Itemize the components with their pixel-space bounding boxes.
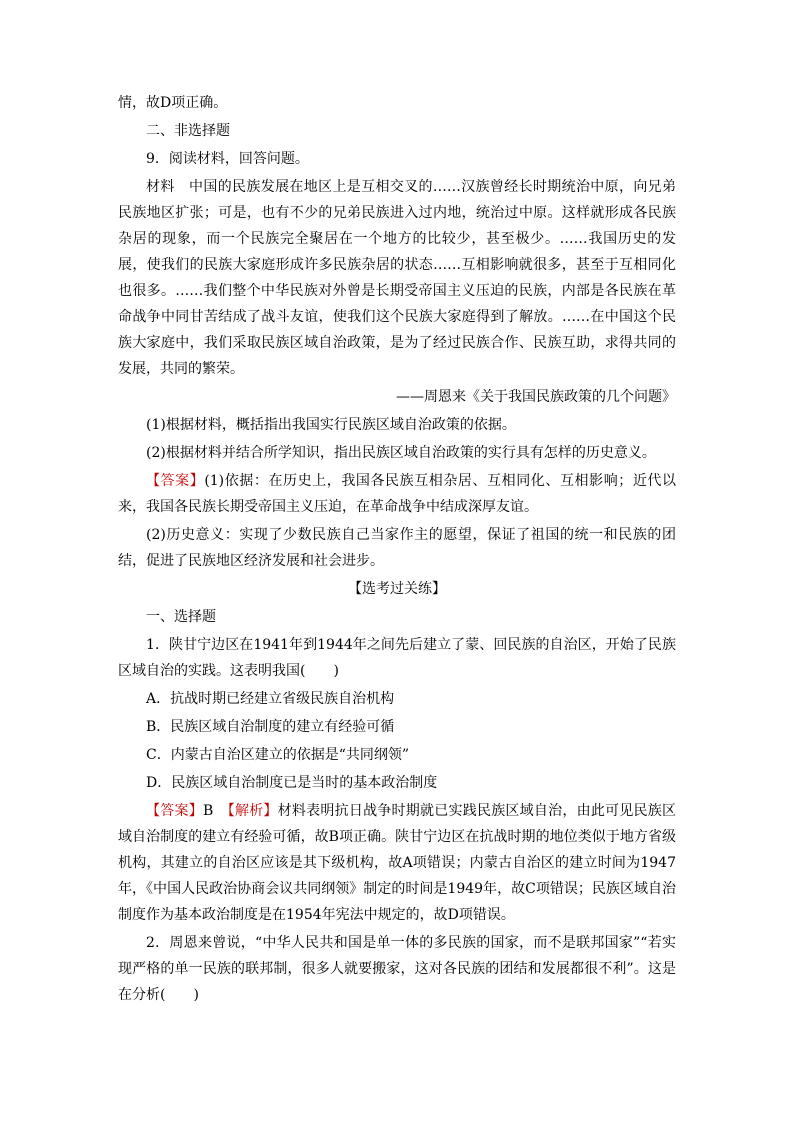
question-9-sub1: (1)根据材料，概括指出我国实行民族区域自治政策的依据。 — [146, 417, 516, 433]
material-label: 材料 — [146, 179, 175, 195]
question-9-sub2: (2)根据材料并结合所学知识，指出民族区域自治政策的实行具有怎样的历史意义。 — [146, 445, 656, 461]
question-1-option-b: B．民族区域自治制度的建立有经验可循 — [146, 719, 395, 735]
question-2-stem: 2．周恩来曾说，“中华人民共和国是单一体的多民族的国家，而不是联邦国家”“若实现严格的单一民族的联邦制，很多人就要搬家，这对各民族的团结和发展都很不利”。这是在分析( ) — [118, 935, 676, 1003]
question-1-option-d: D．民族区域自治制度已是当时的基本政治制度 — [146, 775, 438, 791]
material-source: ——周恩来《关于我国民族政策的几个问题》 — [396, 389, 676, 405]
document-content — [118, 90, 676, 1008]
answer-tag: 【答案】 — [146, 803, 203, 819]
analysis-tag: 【解析】 — [227, 803, 278, 819]
question-9-answer-1 — [118, 468, 676, 520]
section-heading-choice: 一、选择题 — [146, 609, 216, 625]
analysis-text: 材料表明抗日战争时期就已实践民族区域自治，由此可见民族区域自治制度的建立有经验可循，故B项正确。陕甘宁边区在抗战时期的地位类似于地方省级机构，其建立的自治区应该是其下级机构，故A项错误；内蒙古自治区的建立时间为1947年，《中国人民政治协商会议共同纲领》制定的时间是1949年，故C项错误；民族区域自治制度作为基本政治制度是在1954年宪法中规定的，故D项错误。 — [118, 803, 677, 923]
question-1-answer — [118, 798, 676, 928]
question-1-option-c: C．内蒙古自治区建立的依据是“共同纲领” — [146, 747, 410, 763]
question-9-material — [118, 174, 676, 382]
answer-1-text: (1)依据：在历史上，我国各民族互相杂居、互相同化、互相影响；近代以来，我国各民族长期受帝国主义压迫，在革命战争中结成深厚友谊。 — [118, 473, 676, 515]
material-text: 中国的民族发展在地区上是互相交叉的……汉族曾经长时期统治中原，向兄弟民族地区扩张；可是，也有不少的兄弟民族进入过内地，统治过中原。这样就形成各民族杂居的现象，而一个民族完全聚居在一个地方的比较少，甚至极少。……我国历史的发展，使我们的民族大家庭形成许多民族杂居的状态……互相影响就很多，甚至于互相同化也很多。……我们整个中华民族对外曾是长期受帝国主义压迫的民族，内部是各民族在革命战争中同甘苦结成了战斗友谊，使我们这个民族大家庭得到了解放。……在中国这个民族大家庭中，我们采取民族区域自治政策，是为了经过民族合作、民族互助，求得共同的发展，共同的繁荣。 — [118, 179, 676, 377]
answer-value: B — [202, 803, 228, 819]
question-9-prompt: 9．阅读材料，回答问题。 — [146, 151, 309, 167]
previous-answer-tail: 情，故D项正确。 — [118, 95, 228, 111]
section-heading-nonchoice: 二、非选择题 — [146, 123, 230, 139]
answer-tag: 【答案】 — [146, 473, 205, 489]
question-1-stem: 1．陕甘宁边区在1941年到1944年之间先后建立了蒙、回民族的自治区，开始了民族区域自治的实践。这表明我国( ) — [118, 637, 676, 679]
section-title: 【选考过关练】 — [348, 581, 446, 597]
question-1-option-a: A．抗战时期已经建立省级民族自治机构 — [146, 691, 395, 707]
question-9-answer-2: (2)历史意义：实现了少数民族自己当家作主的愿望，保证了祖国的统一和民族的团结，促进了民族地区经济发展和社会进步。 — [118, 527, 676, 569]
